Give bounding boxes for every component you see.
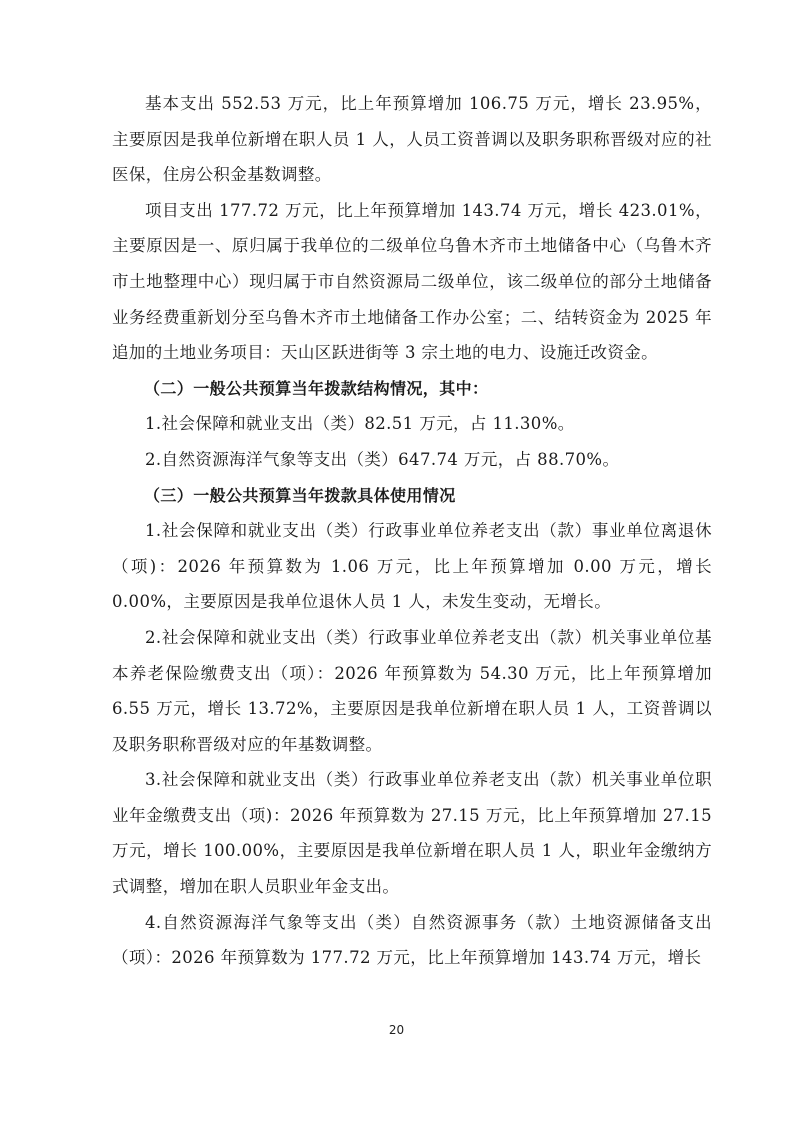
section-heading-allocation-structure: （二）一般公共预算当年拨款结构情况，其中： <box>144 378 489 398</box>
document-body <box>112 86 712 976</box>
section-heading-allocation-usage: （三）一般公共预算当年拨款具体使用情况 <box>144 485 456 505</box>
paragraph-project-expenditure: 项目支出 177.72 万元，比上年预算增加 143.74 万元，增长 423.01%，主要原因是一、原归属于我单位的二级单位乌鲁木齐市土地储备中心（乌鲁木齐市土地整理中心）现归属于市自然资源局二级单位，该二级单位的部分土地储备业务经费重新划分至乌鲁木齐市土地储备工作办公室；二、结转资金为 2025 年追加的土地业务项目：天山区跃进街等 3 宗土地的电力、设施迁改资金。 <box>112 200 712 363</box>
paragraph-social-security-share: 1.社会保障和就业支出（类）82.51 万元，占 11.30%。 <box>145 414 575 434</box>
paragraph-natural-resources-share: 2.自然资源海洋气象等支出（类）647.74 万元，占 88.70%。 <box>145 449 620 469</box>
page-number: 20 <box>388 1023 405 1037</box>
paragraph-retirement-item: 1.社会保障和就业支出（类）行政事业单位养老支出（款）事业单位离退休（项)：2026 年预算数为 1.06 万元，比上年预算增加 0.00 万元，增长 0.00%，主要原因是我单位退休人员 1 人，未发生变动，无增长。 <box>112 521 712 612</box>
paragraph-occupational-annuity-item: 3.社会保障和就业支出（类）行政事业单位养老支出（款）机关事业单位职业年金缴费支出（项)：2026 年预算数为 27.15 万元，比上年预算增加 27.15 万元，增长 100.00%，主要原因是我单位新增在职人员 1 人，职业年金缴纳方式调整，增加在职人员职业年金支出。 <box>112 770 712 897</box>
paragraph-land-reserve-item: 4.自然资源海洋气象等支出（类）自然资源事务（款）土地资源储备支出（项）：2026 年预算数为 177.72 万元，比上年预算增加 143.74 万元，增长 <box>112 912 712 968</box>
paragraph-pension-insurance-item: 2.社会保障和就业支出（类）行政事业单位养老支出（款）机关事业单位基本养老保险缴费支出（项）：2026 年预算数为 54.30 万元，比上年预算增加 6.55 万元，增长 13.72%，主要原因是我单位新增在职人员 1 人，工资普调以及职务职称晋级对应的年基数调整。 <box>112 627 712 754</box>
paragraph-basic-expenditure: 基本支出 552.53 万元，比上年预算增加 106.75 万元，增长 23.95%，主要原因是我单位新增在职人员 1 人，人员工资普调以及职务职称晋级对应的社医保，住房公积金基数调整。 <box>112 94 712 185</box>
